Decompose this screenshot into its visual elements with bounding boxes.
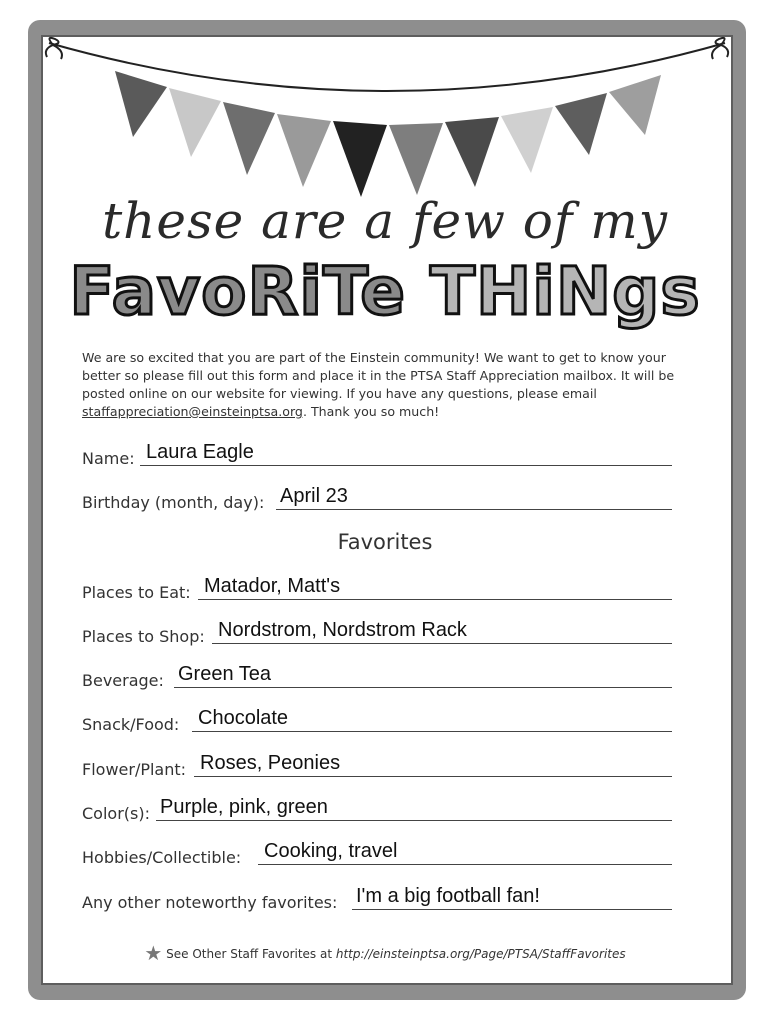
intro-text: We are so excited that you are part of the Einstein community! We want to get to know your better so please fill out this form and place it in the PTSA Staff Appreciation mailbox. It will be posted online on our website for viewing. If you have any questions, please email: [82, 350, 675, 401]
field-label: Any other noteworthy favorites:: [82, 893, 338, 912]
bunting-banner: [41, 35, 733, 205]
field-label: Color(s):: [82, 804, 150, 823]
pennant-4: [277, 114, 331, 187]
field-value[interactable]: Chocolate: [198, 707, 289, 729]
pennant-6: [389, 123, 443, 195]
field-hobbies: [82, 839, 672, 865]
field-underline: [192, 731, 672, 732]
field-underline: [140, 465, 672, 466]
field-label: Name:: [82, 449, 135, 468]
field-underline: [194, 776, 672, 777]
field-value[interactable]: Roses, Peonies: [200, 752, 341, 774]
field-value[interactable]: Matador, Matt's: [204, 575, 341, 597]
star-icon: ★: [144, 941, 163, 965]
field-beverage: [82, 662, 672, 688]
field-underline: [174, 687, 672, 688]
field-label: Birthday (month, day):: [82, 493, 265, 512]
pennant-7: [445, 117, 499, 187]
field-label: Places to Eat:: [82, 583, 191, 602]
header-script-line: these are a few of my: [102, 192, 668, 250]
favorites-heading: Favorites: [337, 530, 433, 554]
field-underline: [258, 864, 672, 865]
field-places-to-eat: [82, 574, 672, 600]
title-word-favorite: FavoRiTe: [69, 253, 406, 330]
field-other-favorites: [82, 884, 672, 910]
field-colors: [82, 795, 672, 821]
field-underline: [156, 820, 672, 821]
field-underline: [198, 599, 672, 600]
field-name: [82, 440, 672, 466]
header-title: [0, 252, 770, 332]
field-label: Hobbies/Collectible:: [82, 848, 242, 867]
field-places-to-shop: [82, 618, 672, 644]
pennant-3: [223, 102, 275, 175]
pennant-2: [169, 88, 221, 157]
bow-right-icon: [712, 38, 728, 59]
footer-url-link[interactable]: http://einsteinptsa.org/Page/PTSA/StaffFavorites: [335, 947, 626, 961]
field-underline: [276, 509, 672, 510]
field-snack-food: [82, 706, 672, 732]
field-label: Snack/Food:: [82, 715, 180, 734]
field-birthday: [82, 484, 672, 510]
intro-paragraph: [82, 349, 692, 421]
field-value[interactable]: Purple, pink, green: [160, 796, 328, 818]
footer: [0, 941, 770, 965]
field-label: Places to Shop:: [82, 627, 205, 646]
intro-closing: . Thank you so much!: [302, 404, 440, 419]
pennant-5: [333, 121, 387, 197]
pennant-10: [609, 75, 661, 135]
email-link[interactable]: staffappreciation@einsteinptsa.org: [82, 404, 303, 419]
title-word-things: THiNgs: [429, 253, 701, 330]
field-underline: [352, 909, 672, 910]
field-value[interactable]: Cooking, travel: [264, 840, 398, 862]
pennant-1: [115, 71, 167, 137]
field-value[interactable]: Green Tea: [178, 663, 272, 685]
pennant-9: [555, 93, 607, 155]
field-flower-plant: [82, 751, 672, 777]
field-label: Beverage:: [82, 671, 164, 690]
field-value[interactable]: Laura Eagle: [146, 441, 254, 463]
field-value[interactable]: April 23: [280, 485, 348, 507]
pennant-8: [501, 107, 553, 173]
field-underline: [212, 643, 672, 644]
field-label: Flower/Plant:: [82, 760, 187, 779]
field-value[interactable]: I'm a big football fan!: [356, 885, 540, 907]
field-value[interactable]: Nordstrom, Nordstrom Rack: [218, 619, 467, 641]
footer-text: See Other Staff Favorites at: [166, 947, 336, 961]
bow-left-icon: [46, 38, 62, 59]
